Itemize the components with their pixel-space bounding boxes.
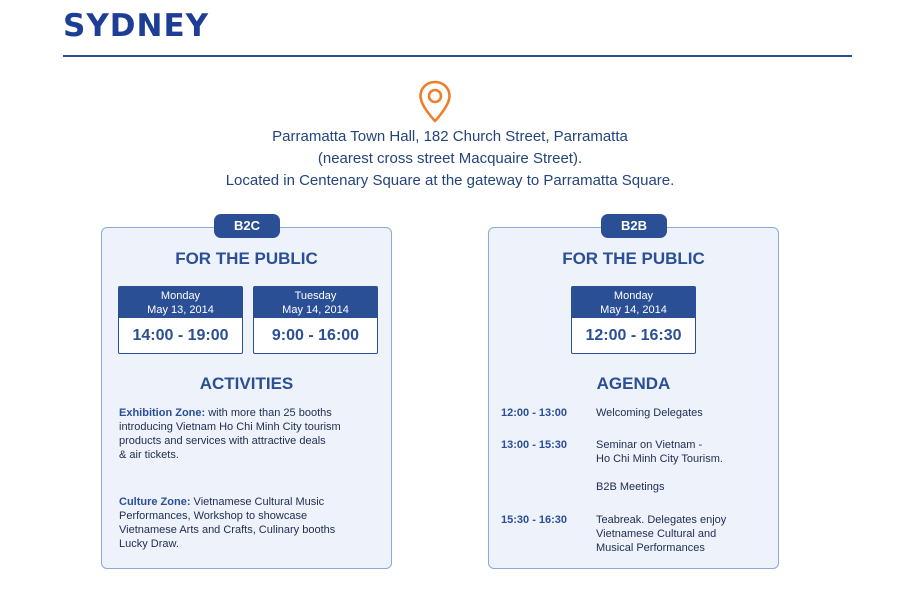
- address-line: (nearest cross street Macquaire Street).: [317, 150, 583, 167]
- slot-time: 12:00 - 16:30: [585, 327, 682, 344]
- exhibition-zone-label: Exhibition Zone:: [119, 407, 206, 419]
- culture-line: Performances, Workshop to showcase: [119, 510, 308, 522]
- culture-line: Lucky Draw.: [119, 538, 179, 550]
- agenda-heading: AGENDA: [596, 374, 671, 393]
- title-divider: [63, 55, 852, 57]
- b2c-card: [101, 218, 392, 569]
- agenda-time: 15:30 - 16:30: [501, 514, 568, 526]
- slot-time: 9:00 - 16:00: [271, 327, 360, 344]
- slot-day: Tuesday: [294, 290, 337, 302]
- slot-date: May 14, 2014: [600, 304, 667, 316]
- page-title: SYDNEY: [63, 8, 210, 44]
- b2c-heading: FOR THE PUBLIC: [175, 249, 318, 268]
- exhibition-line: with more than 25 booths: [205, 407, 332, 419]
- slot-time: 14:00 - 19:00: [132, 327, 229, 344]
- b2c-tag: B2C: [214, 214, 280, 238]
- culture-line: Vietnamese Cultural Music: [190, 496, 325, 508]
- slot-date: May 14, 2014: [282, 304, 349, 316]
- exhibition-line: & air tickets.: [119, 449, 179, 461]
- agenda-time: 13:00 - 15:30: [501, 439, 568, 451]
- culture-line: Vietnamese Arts and Crafts, Culinary booths: [119, 524, 336, 536]
- agenda-description: Teabreak. Delegates enjoy: [596, 514, 727, 526]
- activities-heading: ACTIVITIES: [199, 374, 294, 393]
- agenda-description: B2B Meetings: [596, 481, 665, 493]
- b2b-card: [488, 218, 779, 569]
- agenda-time: 12:00 - 13:00: [501, 407, 568, 419]
- agenda-description: Vietnamese Cultural and: [596, 528, 717, 540]
- agenda-description: Welcoming Delegates: [596, 407, 703, 419]
- exhibition-zone-text: [119, 406, 341, 462]
- schedule-slot-tuesday: [253, 286, 378, 354]
- slot-day: Monday: [160, 290, 201, 302]
- slot-date: May 13, 2014: [147, 304, 214, 316]
- schedule-slot-monday: [118, 286, 243, 354]
- slot-day: Monday: [613, 290, 654, 302]
- culture-zone-label: Culture Zone:: [119, 496, 191, 508]
- agenda-description: Ho Chi Minh City Tourism.: [596, 453, 723, 465]
- exhibition-line: products and services with attractive deals: [119, 435, 326, 447]
- b2b-tag: B2B: [601, 214, 667, 238]
- agenda-description: Seminar on Vietnam -: [596, 439, 703, 451]
- culture-zone-text: [119, 495, 335, 551]
- map-pin-icon: [418, 80, 452, 124]
- exhibition-line: introducing Vietnam Ho Chi Minh City tourism: [119, 421, 341, 433]
- b2b-heading: FOR THE PUBLIC: [562, 249, 705, 268]
- venue-address: [100, 126, 800, 192]
- address-line: Parramatta Town Hall, 182 Church Street, Parramatta: [272, 128, 628, 145]
- agenda-description: Musical Performances: [596, 542, 705, 554]
- schedule-slot-monday: [571, 286, 696, 354]
- address-line: Located in Centenary Square at the gateway to Parramatta Square.: [225, 172, 675, 189]
